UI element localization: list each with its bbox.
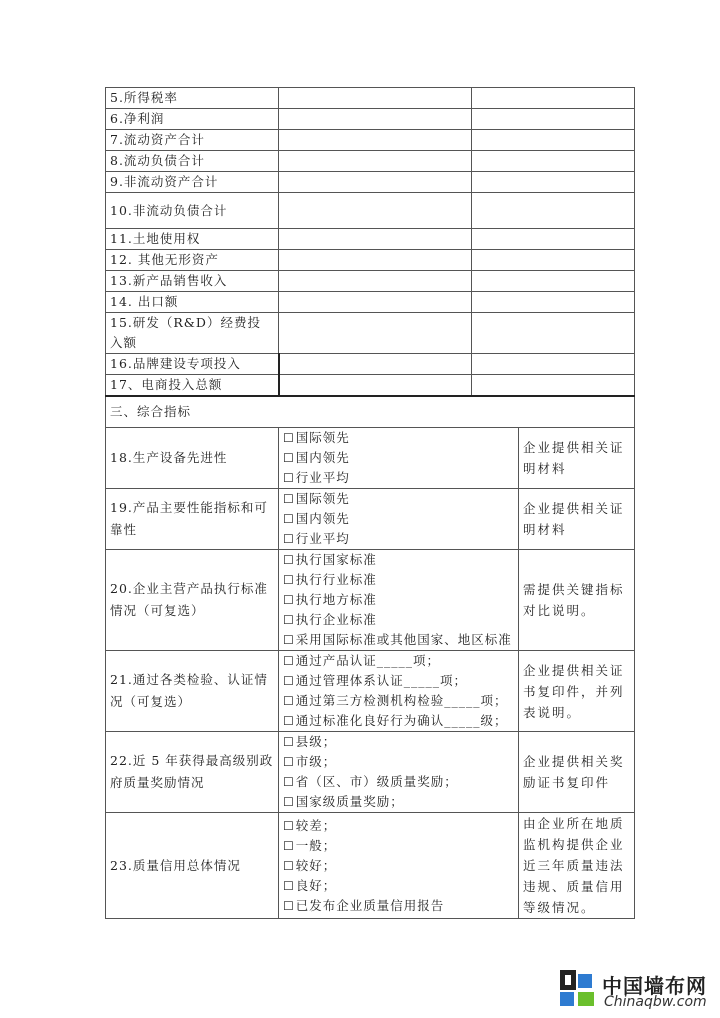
table-row bbox=[106, 193, 635, 229]
value-cell-1[interactable] bbox=[279, 172, 472, 193]
indicator-row bbox=[106, 732, 635, 813]
value-cell-2[interactable] bbox=[472, 250, 635, 271]
value-cell-1[interactable] bbox=[279, 193, 472, 229]
indicator-label: 18.生产设备先进性 bbox=[106, 428, 279, 489]
value-cell-2[interactable] bbox=[472, 193, 635, 229]
checkbox-option[interactable]: ☐ 采用国际标准或其他国家、地区标准 bbox=[283, 630, 514, 650]
indicator-options bbox=[279, 813, 519, 919]
value-cell-1[interactable] bbox=[279, 354, 472, 375]
row-label: 7.流动资产合计 bbox=[106, 130, 279, 151]
logo-mark-icon bbox=[558, 968, 596, 1008]
indicator-note: 企业提供相关证明材料 bbox=[519, 489, 635, 550]
value-cell-1[interactable] bbox=[279, 130, 472, 151]
checkbox-option[interactable]: ☐ 通过管理体系认证_____项； bbox=[283, 671, 514, 691]
row-label: 9.非流动资产合计 bbox=[106, 172, 279, 193]
checkbox-option[interactable]: ☐ 执行地方标准 bbox=[283, 590, 514, 610]
logo-text-en: Chinaqbw.com bbox=[604, 994, 707, 1010]
checkbox-option[interactable]: ☐ 通过标准化良好行为确认_____级； bbox=[283, 711, 514, 731]
table-row bbox=[106, 109, 635, 130]
section-title: 三、综合指标 bbox=[106, 396, 635, 428]
table-row bbox=[106, 229, 635, 250]
row-label: 10.非流动负债合计 bbox=[106, 193, 279, 229]
checkbox-option[interactable]: ☐ 良好； bbox=[283, 876, 514, 896]
checkbox-option[interactable]: ☐ 执行国家标准 bbox=[283, 550, 514, 570]
indicator-row bbox=[106, 651, 635, 732]
section-header-row bbox=[106, 396, 635, 428]
table-row bbox=[106, 172, 635, 193]
row-label: 15.研发（R&D）经费投入额 bbox=[106, 313, 279, 354]
value-cell-2[interactable] bbox=[472, 292, 635, 313]
value-cell-2[interactable] bbox=[472, 151, 635, 172]
indicator-note: 企业提供相关证书复印件，并列表说明。 bbox=[519, 651, 635, 732]
checkbox-option[interactable]: ☐ 较差； bbox=[283, 816, 514, 836]
row-label: 11.土地使用权 bbox=[106, 229, 279, 250]
form-sheet bbox=[105, 87, 634, 919]
value-cell-2[interactable] bbox=[472, 88, 635, 109]
indicator-note: 企业提供相关奖励证书复印件 bbox=[519, 732, 635, 813]
indicator-note: 需提供关键指标对比说明。 bbox=[519, 550, 635, 651]
indicator-note: 由企业所在地质监机构提供企业近三年质量违法违规、质量信用等级情况。 bbox=[519, 813, 635, 919]
indicator-row bbox=[106, 813, 635, 919]
indicator-row bbox=[106, 489, 635, 550]
row-label: 8.流动负债合计 bbox=[106, 151, 279, 172]
indicator-row bbox=[106, 428, 635, 489]
indicator-label: 21.通过各类检验、认证情况（可复选） bbox=[106, 651, 279, 732]
indicator-note: 企业提供相关证明材料 bbox=[519, 428, 635, 489]
table-row bbox=[106, 375, 635, 397]
row-label: 14. 出口额 bbox=[106, 292, 279, 313]
checkbox-option[interactable]: ☐ 省（区、市）级质量奖励； bbox=[283, 772, 514, 792]
row-label: 5.所得税率 bbox=[106, 88, 279, 109]
value-cell-2[interactable] bbox=[472, 172, 635, 193]
checkbox-option[interactable]: ☐ 执行企业标准 bbox=[283, 610, 514, 630]
indicator-options bbox=[279, 489, 519, 550]
checkbox-option[interactable]: ☐ 较好； bbox=[283, 856, 514, 876]
table-row bbox=[106, 271, 635, 292]
checkbox-option[interactable]: ☐ 国内领先 bbox=[283, 448, 514, 468]
value-cell-1[interactable] bbox=[279, 313, 472, 354]
value-cell-2[interactable] bbox=[472, 313, 635, 354]
table-row bbox=[106, 292, 635, 313]
checkbox-option[interactable]: ☐ 市级； bbox=[283, 752, 514, 772]
checkbox-option[interactable]: ☐ 通过产品认证_____项； bbox=[283, 651, 514, 671]
value-cell-1[interactable] bbox=[279, 229, 472, 250]
checkbox-option[interactable]: ☐ 县级； bbox=[283, 732, 514, 752]
site-watermark-logo bbox=[558, 968, 718, 1014]
table-row bbox=[106, 354, 635, 375]
table-row bbox=[106, 88, 635, 109]
checkbox-option[interactable]: ☐ 国际领先 bbox=[283, 428, 514, 448]
row-label: 13.新产品销售收入 bbox=[106, 271, 279, 292]
value-cell-1[interactable] bbox=[279, 250, 472, 271]
indicator-label: 19.产品主要性能指标和可靠性 bbox=[106, 489, 279, 550]
indicator-options bbox=[279, 732, 519, 813]
checkbox-option[interactable]: ☐ 已发布企业质量信用报告 bbox=[283, 896, 514, 916]
table-row bbox=[106, 130, 635, 151]
checkbox-option[interactable]: ☐ 行业平均 bbox=[283, 468, 514, 488]
checkbox-option[interactable]: ☐ 通过第三方检测机构检验_____项； bbox=[283, 691, 514, 711]
value-cell-1[interactable] bbox=[279, 271, 472, 292]
value-cell-2[interactable] bbox=[472, 130, 635, 151]
indicator-label: 23.质量信用总体情况 bbox=[106, 813, 279, 919]
row-label: 12. 其他无形资产 bbox=[106, 250, 279, 271]
indicator-options bbox=[279, 428, 519, 489]
value-cell-2[interactable] bbox=[472, 375, 635, 397]
checkbox-option[interactable]: ☐ 行业平均 bbox=[283, 529, 514, 549]
indicator-row bbox=[106, 550, 635, 651]
value-cell-2[interactable] bbox=[472, 229, 635, 250]
value-cell-2[interactable] bbox=[472, 271, 635, 292]
indicator-options bbox=[279, 651, 519, 732]
table-row bbox=[106, 250, 635, 271]
row-label: 6.净利润 bbox=[106, 109, 279, 130]
value-cell-1[interactable] bbox=[279, 292, 472, 313]
checkbox-option[interactable]: ☐ 国内领先 bbox=[283, 509, 514, 529]
table-row bbox=[106, 313, 635, 354]
indicator-options bbox=[279, 550, 519, 651]
value-cell-1[interactable] bbox=[279, 88, 472, 109]
logo-text-cn: 中国墙布网 bbox=[602, 974, 707, 998]
checkbox-option[interactable]: ☐ 一般； bbox=[283, 836, 514, 856]
row-label: 17、电商投入总额 bbox=[106, 375, 279, 397]
value-cell-1[interactable] bbox=[279, 375, 472, 397]
value-cell-2[interactable] bbox=[472, 109, 635, 130]
checkbox-option[interactable]: ☐ 国家级质量奖励； bbox=[283, 792, 514, 812]
checkbox-option[interactable]: ☐ 执行行业标准 bbox=[283, 570, 514, 590]
value-cell-2[interactable] bbox=[472, 354, 635, 375]
row-label: 16.品牌建设专项投入 bbox=[106, 354, 279, 375]
table-row bbox=[106, 151, 635, 172]
value-cell-1[interactable] bbox=[279, 109, 472, 130]
indicator-label: 22.近 5 年获得最高级别政府质量奖励情况 bbox=[106, 732, 279, 813]
indicator-label: 20.企业主营产品执行标准情况（可复选） bbox=[106, 550, 279, 651]
checkbox-option[interactable]: ☐ 国际领先 bbox=[283, 489, 514, 509]
financial-indicator-table bbox=[105, 87, 635, 919]
value-cell-1[interactable] bbox=[279, 151, 472, 172]
